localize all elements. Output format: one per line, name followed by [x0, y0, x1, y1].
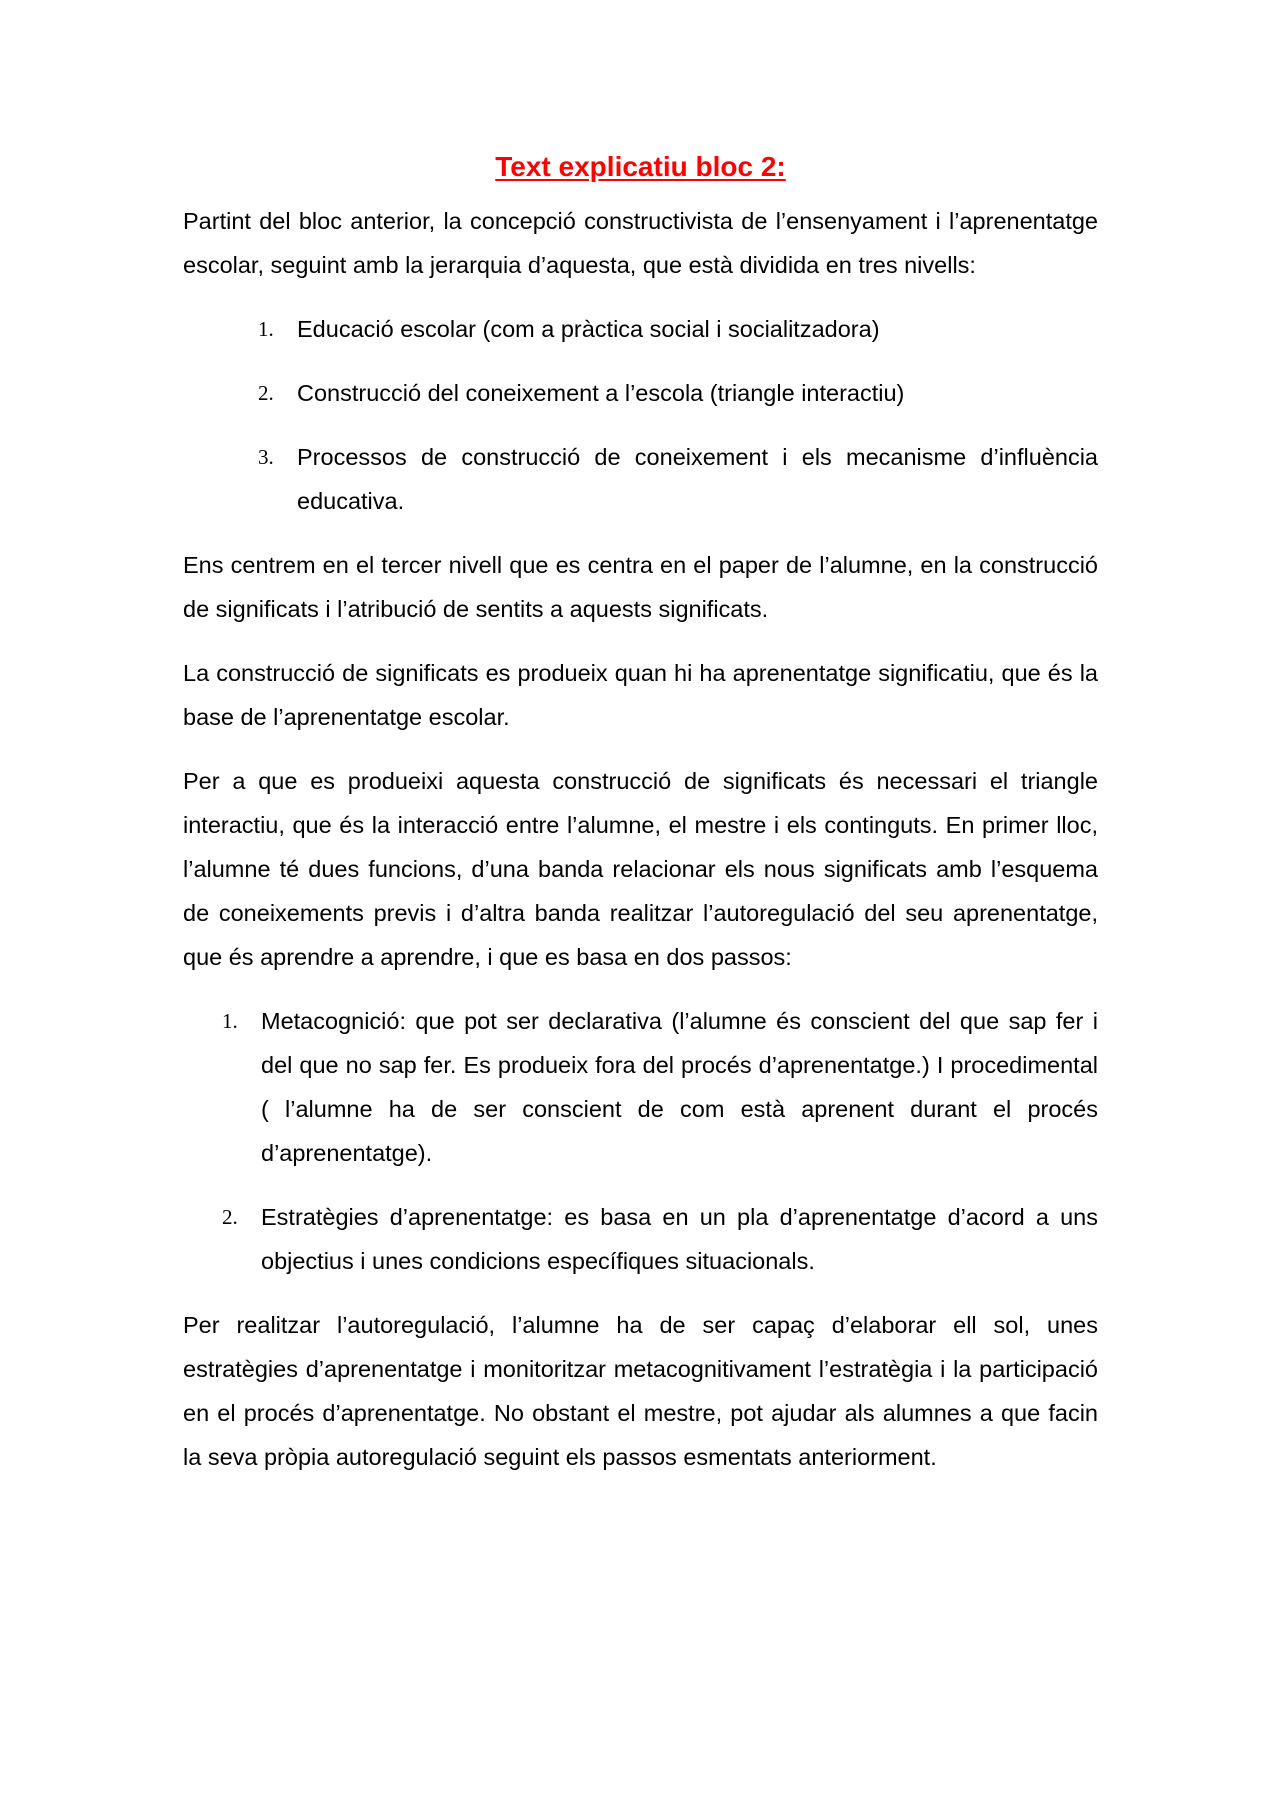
body-paragraph: Per realitzar l’autoregulació, l’alumne ha de ser capaç d’elaborar ell sol, unes estratègies d’aprenentatge i monitoritzar metacognitivament l’estratègia i la participació en el procés d’aprenentatge. No obstant el mestre, pot ajudar als alumnes a que facin la seva pròpia autoregulació seguint els passos esmentats anteriorment. — [183, 1312, 1098, 1470]
body-paragraph: Per a que es produeixi aquesta construcció de significats és necessari el triangle interactiu, que és la interacció entre l’alumne, el mestre i els continguts. En primer lloc, l’alumne té dues funcions, d’una banda relacionar els nous significats amb l’esquema de coneixements previs i d’altra banda realitzar l’autoregulació del seu aprenentatge, que és aprendre a aprendre, i que es basa en dos passos: — [183, 768, 1098, 970]
list-item — [183, 1195, 1098, 1283]
list-item-number: 1. — [222, 1009, 238, 1033]
list-item — [183, 999, 1098, 1175]
list-item — [183, 307, 1098, 351]
list-item — [183, 435, 1098, 523]
list-item-number: 2. — [258, 381, 274, 405]
list-item — [183, 371, 1098, 415]
list-item-text: Processos de construcció de coneixement i els mecanisme d’influència educativa. — [297, 444, 1098, 514]
levels-list — [183, 307, 1098, 523]
steps-list — [183, 999, 1098, 1283]
document-page — [183, 145, 1098, 1499]
list-item-text: Construcció del coneixement a l’escola (triangle interactiu) — [297, 380, 905, 406]
document-title: Text explicatiu bloc 2: — [495, 151, 786, 182]
list-item-number: 1. — [258, 317, 274, 341]
body-paragraph: La construcció de significats es produeix quan hi ha aprenentatge significatiu, que és la base de l’aprenentatge escolar. — [183, 660, 1098, 730]
list-item-text: Estratègies d’aprenentatge: es basa en un pla d’aprenentatge d’acord a uns objectius i unes condicions específiques situacionals. — [261, 1204, 1098, 1274]
list-item-text: Educació escolar (com a pràctica social i socialitzadora) — [297, 316, 880, 342]
list-item-text: Metacognició: que pot ser declarativa (l’alumne és conscient del que sap fer i del que no sap fer. Es produeix fora del procés d’aprenentatge.) I procedimental ( l’alumne ha de ser conscient de com està aprenent durant el procés d’aprenentatge). — [261, 1008, 1098, 1166]
intro-paragraph: Partint del bloc anterior, la concepció constructivista de l’ensenyament i l’aprenentatge escolar, seguint amb la jerarquia d’aquesta, que està dividida en tres nivells: — [183, 208, 1098, 278]
list-item-number: 2. — [222, 1205, 238, 1229]
list-item-number: 3. — [258, 445, 274, 469]
body-paragraph: Ens centrem en el tercer nivell que es centra en el paper de l’alumne, en la construcció de significats i l’atribució de sentits a aquests significats. — [183, 552, 1098, 622]
